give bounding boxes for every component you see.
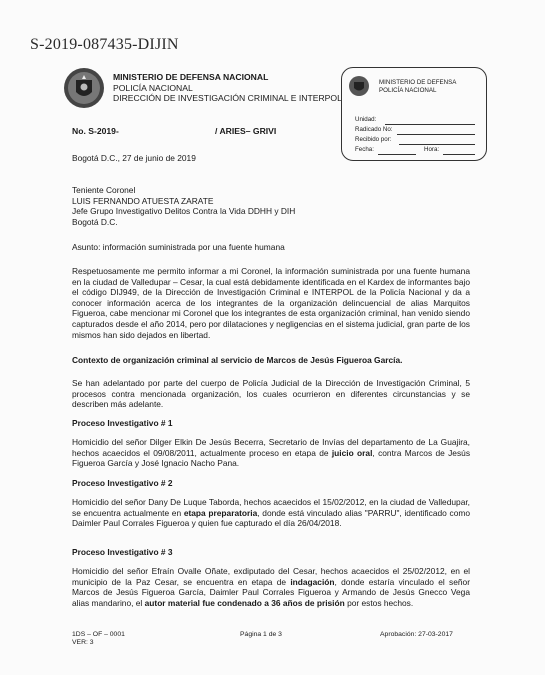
- context-heading: Contexto de organización criminal al servicio de Marcos de Jesús Figueroa García.: [72, 355, 403, 365]
- context-paragraph: Se han adelantado por parte del cuerpo de Policía Judicial de la Dirección de Investigación Criminal, 5 procesos contra mencionada organización, los cuales ocurrieron en diferentes circunstancias y se describen más adelante.: [72, 378, 470, 410]
- document-number: No. S-2019-: [72, 126, 119, 136]
- process-3-heading: Proceso Investigativo # 3: [72, 547, 173, 557]
- footer-code: 1DS – OF – 0001: [72, 631, 125, 638]
- date-line: Bogotá D.C., 27 de junio de 2019: [72, 153, 196, 163]
- process-3-paragraph: [72, 566, 470, 608]
- process-1-heading: Proceso Investigativo # 1: [72, 418, 173, 428]
- process-2-text: Homicidio del señor Dany De Luque Taborda, hechos acaecidos el 15/02/2012, en la ciudad de Valledupar, se encuentra actualmente en: [72, 497, 470, 518]
- subject-line: Asunto: información suministrada por una fuente humana: [72, 242, 285, 252]
- addressee-rank: Teniente Coronel: [72, 185, 136, 195]
- addressee-position: Jefe Grupo Investigativo Delitos Contra la Vida DDHH y DIH: [72, 206, 296, 217]
- stamp-time-label: Hora:: [424, 146, 440, 153]
- document-code: / ARIES– GRIVI: [215, 126, 277, 136]
- stamp-ministry: MINISTERIO DE DEFENSA: [379, 79, 457, 86]
- intro-paragraph: Respetuosamente me permito informar a mi Coronel, la información suministrada por una fuente humana en la ciudad de Valledupar – Cesar, la cual está debidamente identificada en el Kardex de informantes bajo el código DIJ949, de la Dirección de Investigación Criminal e INTERPOL de la Policía Nacional y da a conocer información acerca de los integrantes de la organización delincuencial de alias Marquitos Figueroa, cabe mencionar mi Coronel que los integrantes de esta organización criminal, han venido siendo capturados desde el año 2014, pero por dilataciones y negligencias en el sistema judicial, gran parte de los mismos han sido dejados en libertad.: [72, 266, 470, 340]
- addressee-name: LUIS FERNANDO ATUESTA ZARATE: [72, 195, 214, 206]
- stamp-crest-icon: [348, 75, 370, 97]
- process-2-stage: etapa preparatoria: [183, 507, 258, 518]
- ministry-header: [113, 72, 342, 104]
- stamp-unit-line: [385, 124, 475, 125]
- reception-stamp: [341, 67, 487, 161]
- process-2-text-end: , donde está vinculado alias "PARRU", identificado como Daimler Paul Corrales Figueroa y quien fue capturado el día 26/04/2018.: [72, 507, 470, 529]
- national-police-crest-icon: [62, 66, 106, 110]
- stamp-received-no-line: [397, 134, 475, 135]
- stamp-police: POLICÍA NACIONAL: [379, 87, 437, 94]
- process-1-stage: juicio oral: [331, 447, 373, 458]
- footer-code-block: [72, 631, 125, 648]
- process-3-sentence: autor material fue condenado a 36 años de prisión: [144, 597, 345, 608]
- footer-page: Página 1 de 3: [240, 631, 282, 638]
- addressee-block: [72, 185, 470, 227]
- police-name: POLICÍA NACIONAL: [113, 82, 193, 93]
- document-id: S-2019-087435-DIJIN: [30, 36, 179, 53]
- process-3-text-end: por estos hechos.: [344, 597, 414, 608]
- stamp-header: [379, 79, 456, 95]
- process-2-paragraph: [72, 497, 470, 529]
- process-1-text: Homicidio del señor Dilger Elkin De Jesús Becerra, Secretario de Invías del departamento de La Guajira, hechos acaecidos el 09/08/2011, actualmente proceso en etapa de: [72, 437, 470, 458]
- footer-approval: Aprobación: 27-03-2017: [380, 631, 453, 638]
- addressee-city: Bogotá D.C.: [72, 216, 118, 227]
- process-2-heading: Proceso Investigativo # 2: [72, 478, 173, 488]
- stamp-received-by-line: [399, 144, 475, 145]
- stamp-received-by-label: Recibido por:: [355, 136, 392, 143]
- process-3-stage: indagación: [290, 576, 335, 587]
- directorate-name: DIRECCIÓN DE INVESTIGACIÓN CRIMINAL E INTERPOL: [113, 93, 342, 104]
- process-3-text: Homicidio del señor Efraín Ovalle Oñate, exdiputado del Cesar, hechos acaecidos el 25/02/2012, en el municipio de la Paz Cesar, se encuentra en etapa de: [72, 566, 470, 587]
- footer-version: VER: 3: [72, 639, 94, 647]
- process-1-paragraph: [72, 437, 470, 469]
- process-3-text-mid: , donde estaría vinculado el señor Marcos de Jesús Figueroa García, Daimler Paul Corrales Figueroa y Armando de Jesús Gnecco Vega alias mandarino, el: [72, 576, 470, 608]
- ministry-name: MINISTERIO DE DEFENSA NACIONAL: [113, 72, 269, 82]
- stamp-received-no-label: Radicado No:: [355, 126, 393, 133]
- stamp-date-label: Fecha:: [355, 146, 374, 153]
- process-1-text-end: , contra Marcos de Jesús Figueroa García y José Ignacio Nacho Pana.: [72, 447, 471, 469]
- stamp-unit-label: Unidad:: [355, 116, 377, 123]
